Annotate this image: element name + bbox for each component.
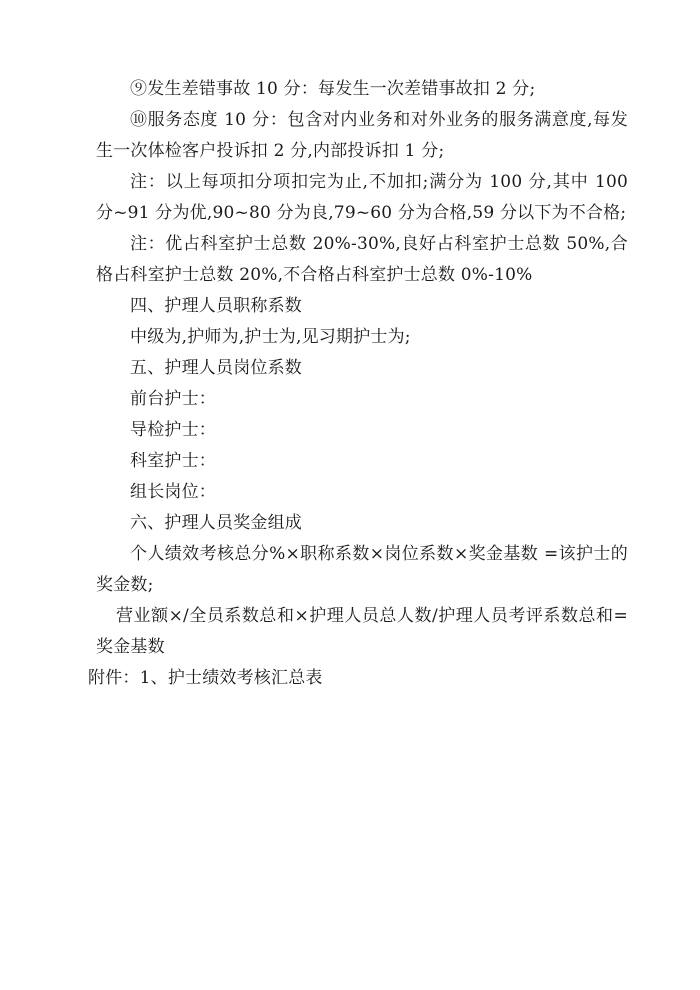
item-10-service-attitude: ⑩服务态度 10 分：包含对内业务和对外业务的服务满意度,每发生一次体检客户投诉扣 2 分,内部投诉扣 1 分; [96,110,628,161]
position-department-nurse: 科室护士： [130,451,216,471]
document-body [88,74,628,694]
position-team-leader: 组长岗位： [130,482,216,502]
position-guide-nurse: 导检护士： [130,420,216,440]
note-deduction-rules: 注：以上每项扣分项扣完为止,不加扣;满分为 100 分,其中 100 分~91 分为优,90~80 分为良,79~60 分为合格,59 分以下为不合格; [96,172,628,223]
section-5-heading: 五、护理人员岗位系数 [130,358,302,378]
item-9-error-accident: ⑨发生差错事故 10 分：每发生一次差错事故扣 2 分; [130,79,536,99]
section-6-heading: 六、护理人员奖金组成 [130,513,302,533]
title-coefficients: 中级为,护师为,护士为,见习期护士为; [130,327,411,347]
position-front-desk: 前台护士： [130,389,216,409]
bonus-formula-base: 营业额×/全员系数总和×护理人员总人数/护理人员考评系数总和=奖金基数 [96,606,628,657]
attachment-line: 附件：1、护士绩效考核汇总表 [88,668,323,688]
bonus-formula-individual: 个人绩效考核总分%×职称系数×岗位系数×奖金基数 =该护士的奖金数; [96,544,628,595]
section-4-heading: 四、护理人员职称系数 [130,296,302,316]
note-grade-distribution: 注：优占科室护士总数 20%-30%,良好占科室护士总数 50%,合格占科室护士总数 20%,不合格占科室护士总数 0%-10% [96,234,628,285]
